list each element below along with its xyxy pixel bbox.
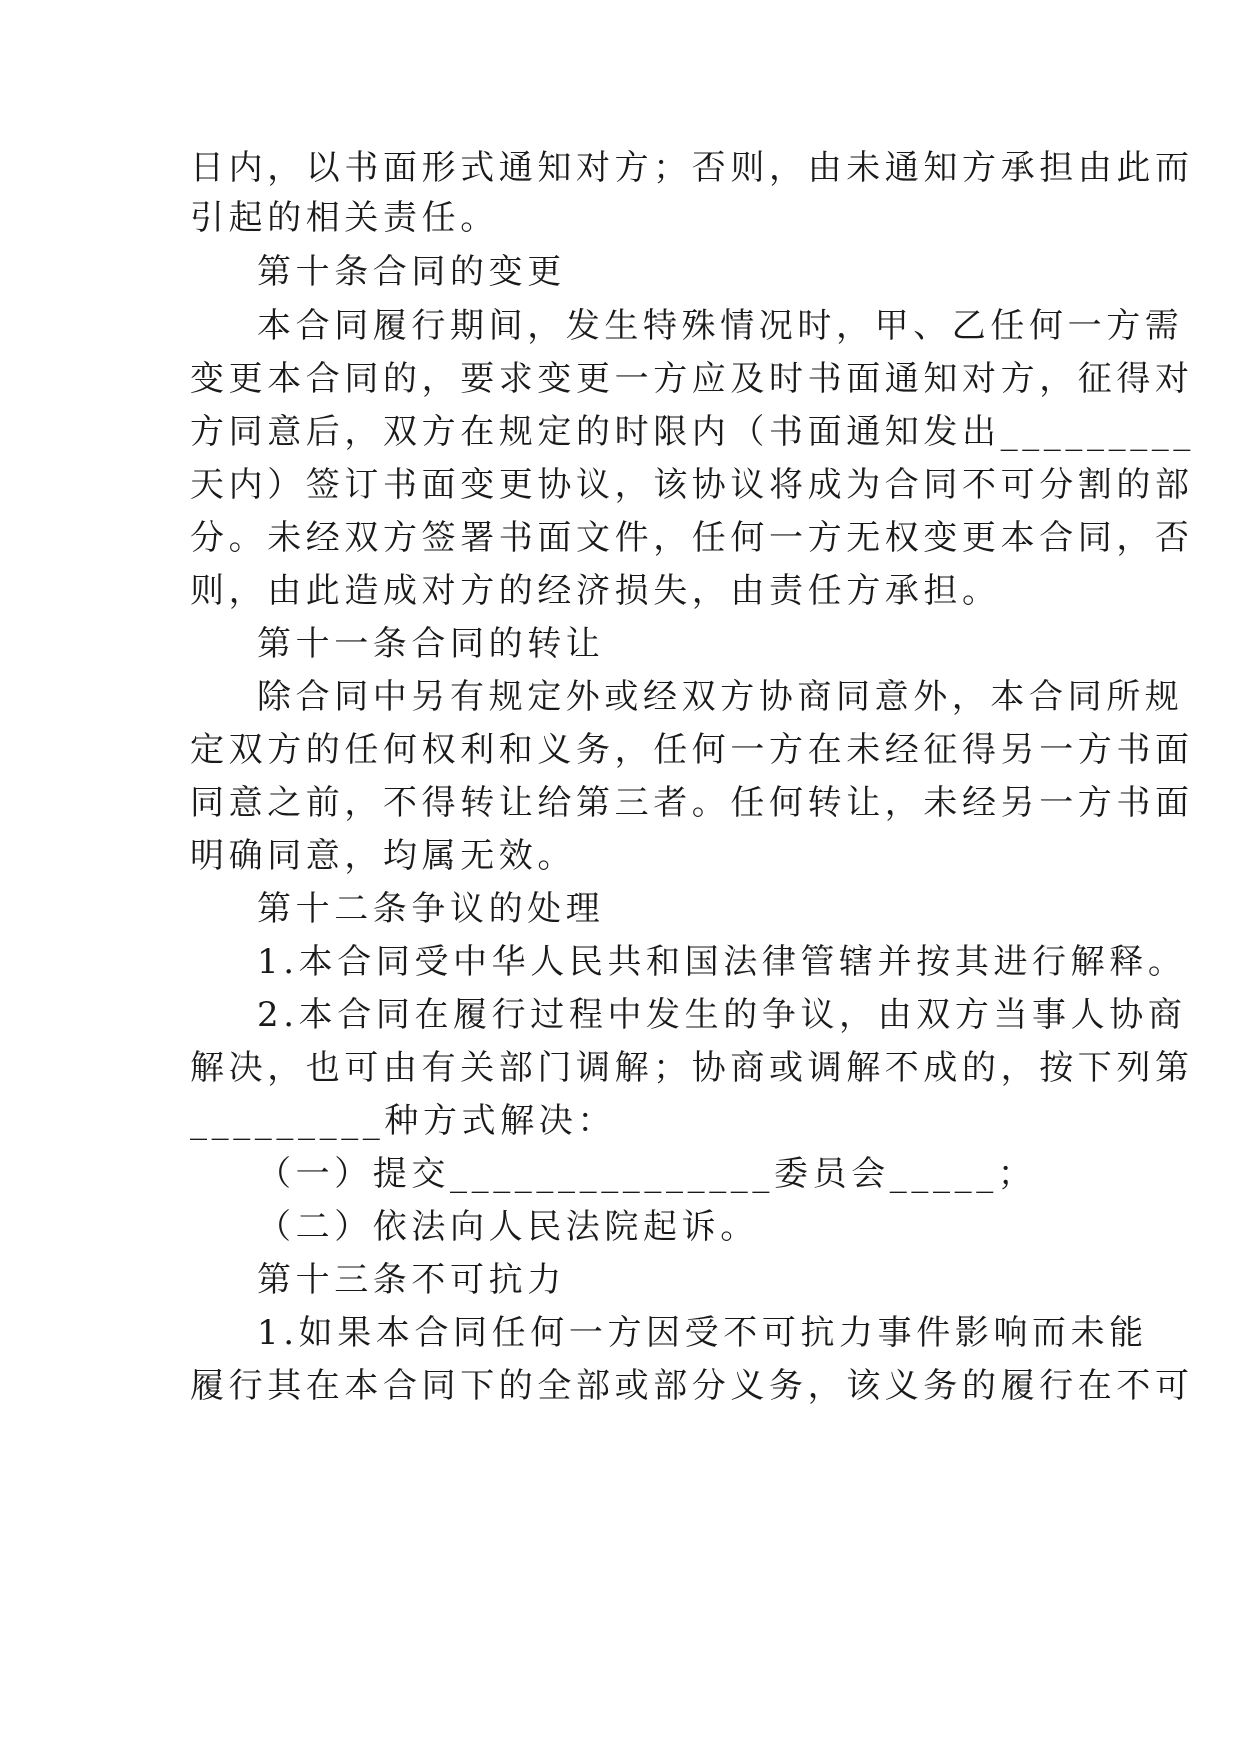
- option-item: （一）提交_______________委员会_____；: [257, 1154, 1037, 1194]
- section-heading-11: 第十一条合同的转让: [257, 624, 605, 664]
- body-text-line: 则，由此造成对方的经济损失，由责任方承担。: [190, 571, 1001, 611]
- body-text-line: 天内）签订书面变更协议，该协议将成为合同不可分割的部: [190, 465, 1194, 505]
- numbered-clause: 2.本合同在履行过程中发生的争议，由双方当事人协商: [257, 995, 1187, 1035]
- option-item: （二）依法向人民法院起诉。: [257, 1207, 759, 1247]
- body-text-line: 除合同中另有规定外或经双方协商同意外，本合同所规: [257, 677, 1184, 717]
- section-heading-10: 第十条合同的变更: [257, 252, 566, 292]
- section-heading-12: 第十二条争议的处理: [257, 889, 605, 929]
- body-text-line: 同意之前，不得转让给第三者。任何转让，未经另一方书面: [190, 783, 1194, 823]
- body-text-line: 方同意后，双方在规定的时限内（书面通知发出_________: [190, 412, 1195, 452]
- numbered-clause: 1.如果本合同任何一方因受不可抗力事件影响而未能: [257, 1313, 1148, 1353]
- body-text-line: 履行其在本合同下的全部或部分义务，该义务的履行在不可: [190, 1366, 1194, 1406]
- body-text-line: 日内，以书面形式通知对方；否则，由未通知方承担由此而: [190, 148, 1194, 188]
- body-text-line: 解决，也可由有关部门调解；协商或调解不成的，按下列第: [190, 1048, 1194, 1088]
- body-text-line: 定双方的任何权利和义务，任何一方在未经征得另一方书面: [190, 730, 1194, 770]
- body-text-line: 变更本合同的，要求变更一方应及时书面通知对方，征得对: [190, 359, 1194, 399]
- body-text-line: 分。未经双方签署书面文件，任何一方无权变更本合同，否: [190, 518, 1194, 558]
- numbered-clause: 1.本合同受中华人民共和国法律管辖并按其进行解释。: [257, 942, 1187, 982]
- body-text-line: _________种方式解决：: [190, 1101, 616, 1141]
- body-text-line: 引起的相关责任。: [190, 198, 499, 238]
- body-text-line: 明确同意，均属无效。: [190, 836, 576, 876]
- body-text-line: 本合同履行期间，发生特殊情况时，甲、乙任何一方需: [257, 306, 1184, 346]
- section-heading-13: 第十三条不可抗力: [257, 1260, 566, 1300]
